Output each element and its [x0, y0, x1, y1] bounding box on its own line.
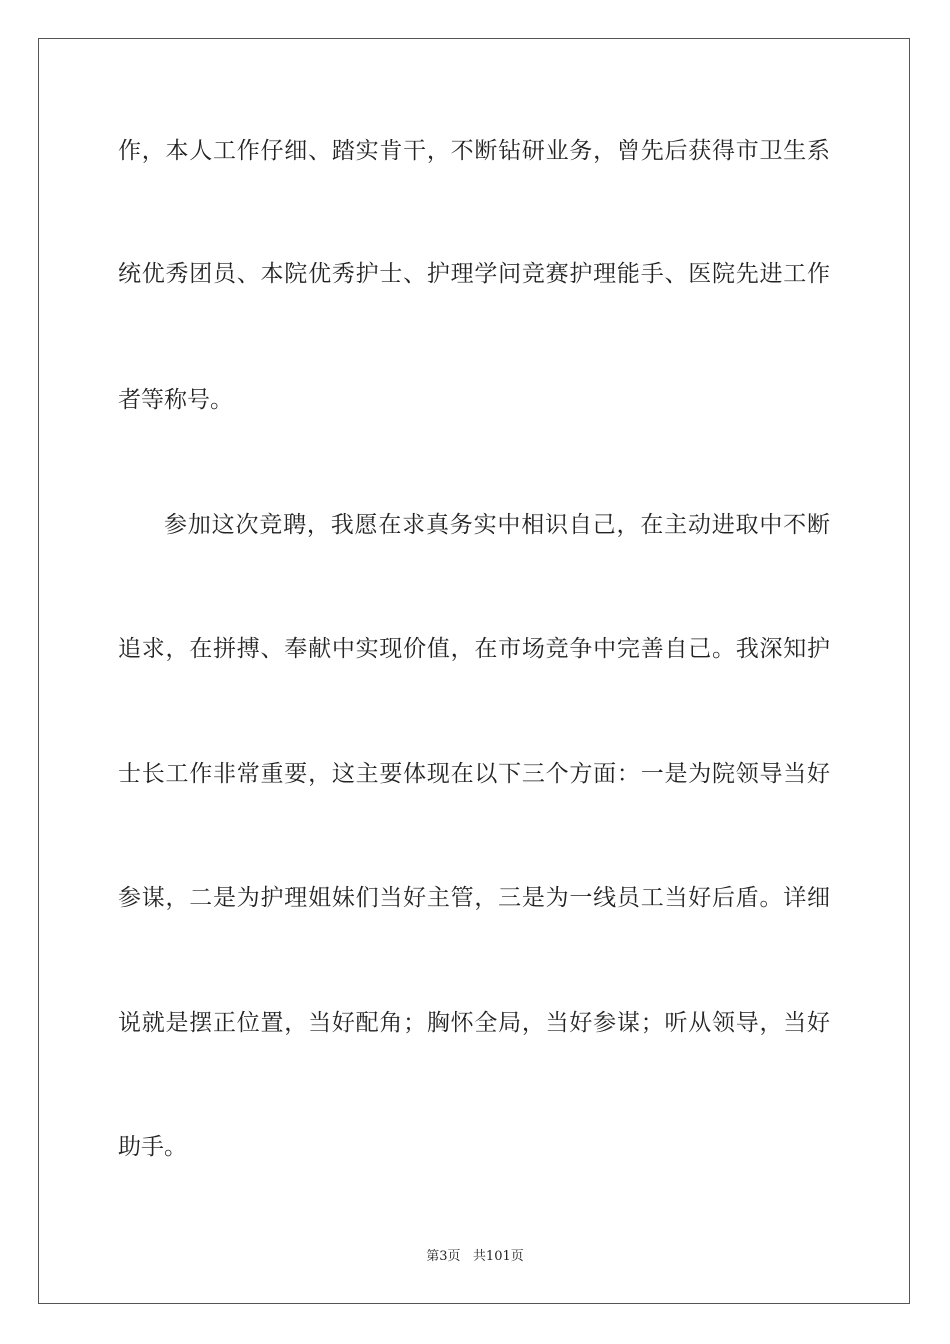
page-border	[38, 38, 910, 1304]
paragraph-2-line-1: 参加这次竞聘，我愿在求真务实中相识自己，在主动进取中不断	[164, 512, 830, 538]
page-footer	[0, 1248, 950, 1266]
paragraph-2-line-3: 士长工作非常重要，这主要体现在以下三个方面：一是为院领导当好	[118, 761, 830, 787]
paragraph-2-line-5: 说就是摆正位置，当好配角；胸怀全局，当好参谋；听从领导，当好	[118, 1010, 830, 1036]
page-number: 第3页	[426, 1249, 461, 1264]
paragraph-1-line-1: 作，本人工作仔细、踏实肯干，不断钻研业务，曾先后获得市卫生系	[118, 138, 830, 164]
paragraph-2-line-2: 追求，在拼搏、奉献中实现价值，在市场竞争中完善自己。我深知护	[118, 636, 830, 662]
paragraph-1-line-3: 者等称号。	[118, 387, 233, 413]
total-pages: 共101页	[472, 1249, 524, 1264]
paragraph-2-line-6: 助手。	[118, 1134, 187, 1160]
paragraph-1-line-2: 统优秀团员、本院优秀护士、护理学问竞赛护理能手、医院先进工作	[118, 261, 830, 287]
paragraph-2-line-4: 参谋，二是为护理姐妹们当好主管，三是为一线员工当好后盾。详细	[118, 885, 830, 911]
